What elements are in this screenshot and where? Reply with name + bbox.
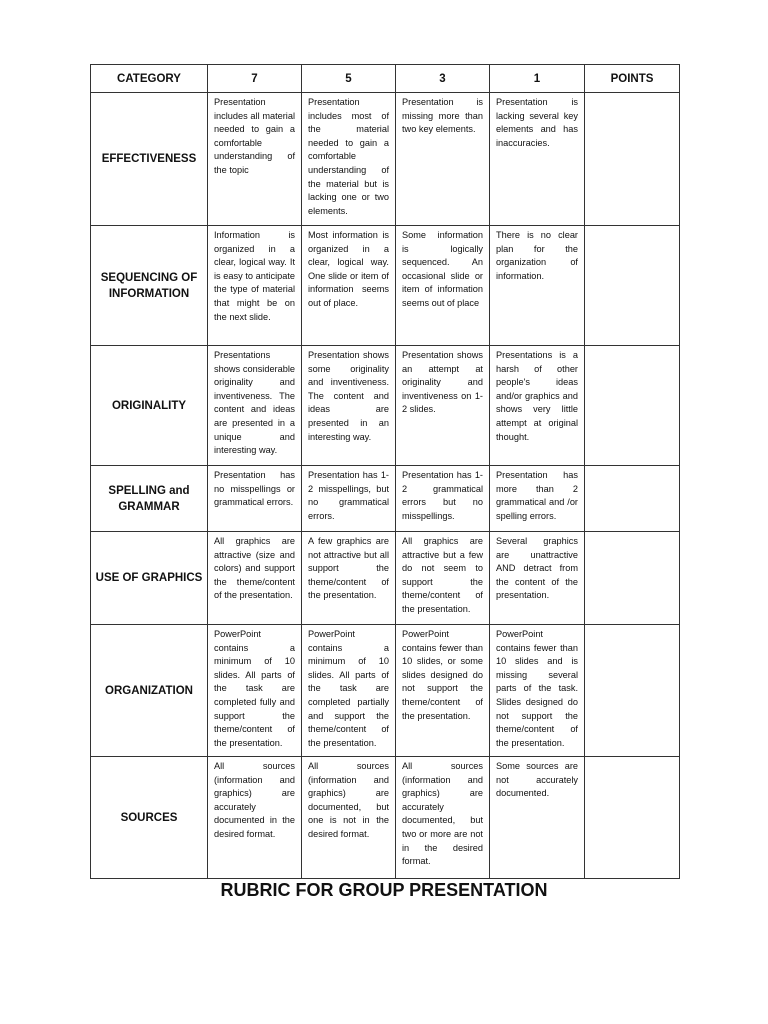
page-title: RUBRIC FOR GROUP PRESENTATION <box>220 880 548 900</box>
category-cell: USE OF GRAPHICS <box>91 532 208 625</box>
criteria-cell-5: Presentation shows some originality and inventiveness. The content and ideas are presented in an interesting way. <box>302 346 396 466</box>
header-points: POINTS <box>585 65 680 93</box>
table-row-sequencing <box>91 226 680 346</box>
points-cell[interactable] <box>585 532 680 625</box>
criteria-cell-7: Information is organized in a clear, logical way. It is easy to anticipate the type of material that might be on the next slide. <box>208 226 302 346</box>
criteria-cell-7: Presentation has no misspellings or grammatical errors. <box>208 466 302 532</box>
criteria-cell-3: Some information is logically sequenced. An occasional slide or item of information seems out of place <box>396 226 490 346</box>
rubric-table <box>90 64 680 879</box>
points-cell[interactable] <box>585 346 680 466</box>
criteria-cell-5: All sources (information and graphics) are documented, but one is not in the desired format. <box>302 757 396 879</box>
criteria-cell-7: All sources (information and graphics) are accurately documented in the desired format. <box>208 757 302 879</box>
table-row-effectiveness <box>91 93 680 226</box>
header-score-3: 3 <box>396 65 490 93</box>
table-row-spelling-grammar <box>91 466 680 532</box>
table-header-row <box>91 65 680 93</box>
criteria-cell-7: All graphics are attractive (size and colors) and support the theme/content of the presentation. <box>208 532 302 625</box>
category-cell: SPELLING and GRAMMAR <box>91 466 208 532</box>
header-score-1: 1 <box>490 65 585 93</box>
table-row-sources <box>91 757 680 879</box>
category-cell: ORIGINALITY <box>91 346 208 466</box>
criteria-cell-3: All sources (information and graphics) are accurately documented, but two or more are not in the desired format. <box>396 757 490 879</box>
criteria-cell-1: Presentation has more than 2 grammatical and /or spelling errors. <box>490 466 585 532</box>
criteria-cell-3: PowerPoint contains fewer than 10 slides, or some slides designed do not support the theme/content of the presentation. <box>396 625 490 757</box>
criteria-cell-3: Presentation has 1-2 grammatical errors but no misspellings. <box>396 466 490 532</box>
points-cell[interactable] <box>585 226 680 346</box>
table-row-use-of-graphics <box>91 532 680 625</box>
criteria-cell-7: Presentations shows considerable originality and inventiveness. The content and ideas are presented in a unique and interesting way. <box>208 346 302 466</box>
criteria-cell-1: Some sources are not accurately documented. <box>490 757 585 879</box>
criteria-cell-5: A few graphics are not attractive but all support the theme/content of the presentation. <box>302 532 396 625</box>
category-cell: SEQUENCING OF INFORMATION <box>91 226 208 346</box>
criteria-cell-7: Presentation includes all material needed to gain a comfortable understanding of the topic <box>208 93 302 226</box>
criteria-cell-3: All graphics are attractive but a few do not seem to support the theme/content of the presentation. <box>396 532 490 625</box>
criteria-cell-5: Most information is organized in a clear, logical way. One slide or item of information seems out of place. <box>302 226 396 346</box>
criteria-cell-5: Presentation includes most of the material needed to gain a comfortable understanding of the material but is lacking one or two elements. <box>302 93 396 226</box>
header-score-7: 7 <box>208 65 302 93</box>
points-cell[interactable] <box>585 466 680 532</box>
criteria-cell-1: There is no clear plan for the organization of information. <box>490 226 585 346</box>
criteria-cell-5: Presentation has 1-2 misspellings, but no grammatical errors. <box>302 466 396 532</box>
table-row-organization <box>91 625 680 757</box>
points-cell[interactable] <box>585 625 680 757</box>
criteria-cell-7: PowerPoint contains a minimum of 10 slides. All parts of the task are completed fully and support the theme/content of the presentation. <box>208 625 302 757</box>
category-cell: SOURCES <box>91 757 208 879</box>
criteria-cell-1: PowerPoint contains fewer than 10 slides and is missing several parts of the task. Slides designed do not support the theme/content of the presentation. <box>490 625 585 757</box>
criteria-cell-1: Presentation is lacking several key elements and has inaccuracies. <box>490 93 585 226</box>
category-cell: EFFECTIVENESS <box>91 93 208 226</box>
criteria-cell-5: PowerPoint contains a minimum of 10 slides. All parts of the task are completed partially and support the theme/content of the presentation. <box>302 625 396 757</box>
table-row-originality <box>91 346 680 466</box>
category-cell: ORGANIZATION <box>91 625 208 757</box>
criteria-cell-1: Several graphics are unattractive AND detract from the content of the presentation. <box>490 532 585 625</box>
criteria-cell-3: Presentation is missing more than two key elements. <box>396 93 490 226</box>
header-category: CATEGORY <box>91 65 208 93</box>
criteria-cell-1: Presentations is a harsh of other people's ideas and/or graphics and shows very little attempt at original thought. <box>490 346 585 466</box>
criteria-cell-3: Presentation shows an attempt at originality and inventiveness on 1-2 slides. <box>396 346 490 466</box>
points-cell[interactable] <box>585 757 680 879</box>
header-score-5: 5 <box>302 65 396 93</box>
points-cell[interactable] <box>585 93 680 226</box>
